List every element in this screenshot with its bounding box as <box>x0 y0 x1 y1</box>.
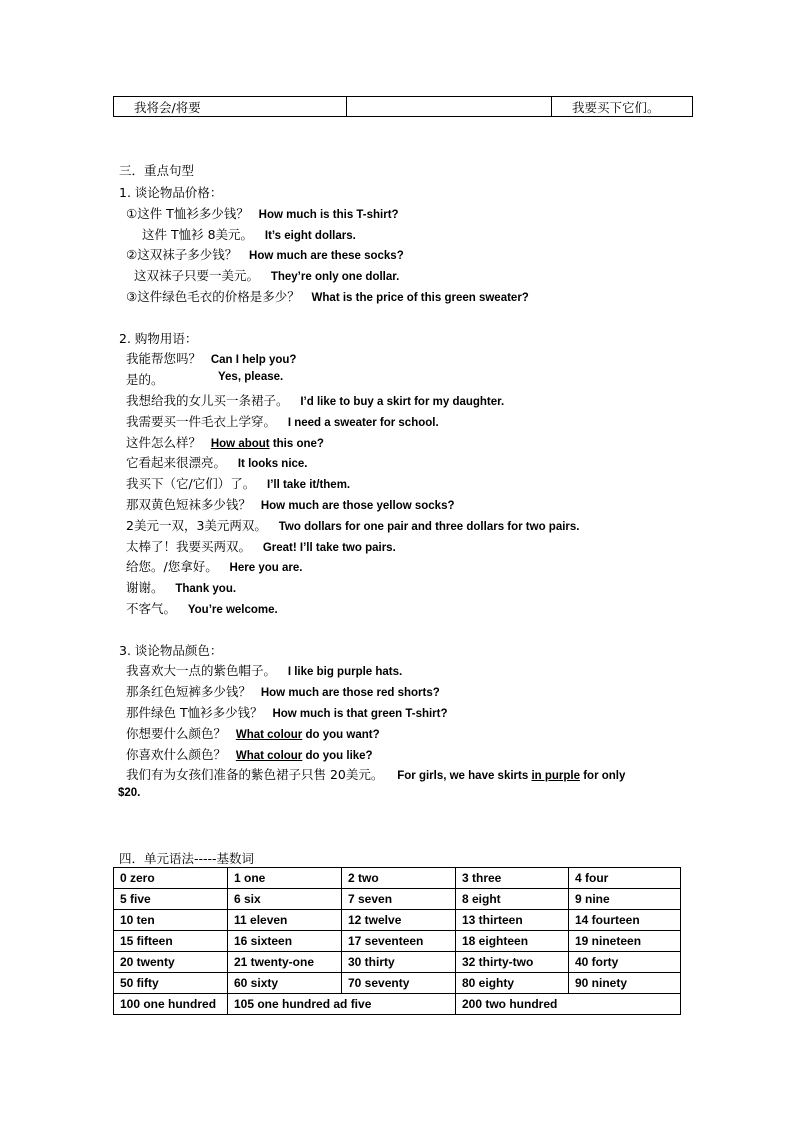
top-table <box>113 96 693 117</box>
table-cell: 14 fourteen <box>569 910 681 931</box>
sentence-line: 我喜欢大一点的紫色帽子。 I like big purple hats. <box>126 663 403 678</box>
table-cell: 11 eleven <box>228 910 342 931</box>
table-cell: 80 eighty <box>456 973 569 994</box>
table-cell: 18 eighteen <box>456 931 569 952</box>
table-cell: 40 forty <box>569 952 681 973</box>
table-cell: 105 one hundred ad five <box>228 994 456 1015</box>
sub-heading: 1. 谈论物品价格： <box>119 185 223 200</box>
table-row <box>114 910 681 931</box>
sentence-line: 那条红色短裤多少钱？ How much are those red shorts? <box>126 684 440 699</box>
table-cell: 30 thirty <box>342 952 456 973</box>
sentence-line: 这双袜子只要一美元。 They’re only one dollar. <box>134 268 400 283</box>
table-cell: 1 one <box>228 868 342 889</box>
section-title: 三．重点句型 <box>119 163 195 178</box>
table-cell: 20 twenty <box>114 952 228 973</box>
sentence-line: 那件绿色 T恤衫多少钱？ How much is that green T-shirt? <box>126 705 448 720</box>
sentence-line: 不客气。 You’re welcome. <box>126 601 278 616</box>
table-cell: 50 fifty <box>114 973 228 994</box>
sentence-line: 我能帮您吗？ Can I help you? <box>126 351 297 366</box>
table-cell: 32 thirty-two <box>456 952 569 973</box>
table-cell: 13 thirteen <box>456 910 569 931</box>
sub-heading: 2. 购物用语： <box>119 331 198 346</box>
section-title: 四．单元语法-----基数词 <box>119 851 255 866</box>
table-cell: 60 sixty <box>228 973 342 994</box>
table-cell: 90 ninety <box>569 973 681 994</box>
table-row <box>114 931 681 952</box>
sentence-line: 给您。/您拿好。 Here you are. <box>126 559 303 574</box>
sentence-line: 这件怎么样？ How about this one? <box>126 435 324 450</box>
table-row <box>114 973 681 994</box>
sentence-line: 它看起来很漂亮。 It looks nice. <box>126 455 308 470</box>
table-cell: 我将会/将要 <box>114 97 347 117</box>
table-cell: 0 zero <box>114 868 228 889</box>
sentence-continuation: $20. <box>118 787 141 799</box>
sentence-line: 那双黄色短袜多少钱？ How much are those yellow socks? <box>126 497 455 512</box>
sentence-line: 你想要什么颜色？ What colour do you want? <box>126 726 380 741</box>
table-cell: 8 eight <box>456 889 569 910</box>
number-table <box>113 867 681 1015</box>
sentence-line: ①这件 T恤衫多少钱？ How much is this T-shirt? <box>126 206 399 221</box>
table-cell: 17 seventeen <box>342 931 456 952</box>
sentence-line: ②这双袜子多少钱？ How much are these socks? <box>126 247 404 262</box>
sentence-line: 我们有为女孩们准备的紫色裙子只售 20美元。 For girls, we have skirts in purple for only <box>126 767 626 782</box>
table-row <box>114 952 681 973</box>
table-row <box>114 889 681 910</box>
table-cell: 我要买下它们。 <box>552 97 693 117</box>
table-cell <box>347 97 552 117</box>
sentence-line: 我需要买一件毛衣上学穿。 I need a sweater for school. <box>126 414 439 429</box>
sentence-line: ③这件绿色毛衣的价格是多少？ What is the price of this green sweater? <box>126 289 529 304</box>
sentence-line: 我买下（它/它们）了。 I’ll take it/them. <box>126 476 351 491</box>
sentence-line: 太棒了！我要买两双。 Great! I’ll take two pairs. <box>126 539 396 554</box>
table-cell: 9 nine <box>569 889 681 910</box>
table-cell: 4 four <box>569 868 681 889</box>
sentence-line: 2美元一双，3美元两双。 Two dollars for one pair and three dollars for two pairs. <box>126 518 580 533</box>
table-cell: 5 five <box>114 889 228 910</box>
sub-heading: 3. 谈论物品颜色： <box>119 643 223 658</box>
sentence-line: 谢谢。 Thank you. <box>126 580 237 595</box>
table-cell: 16 sixteen <box>228 931 342 952</box>
table-cell: 70 seventy <box>342 973 456 994</box>
sentence-line: 我想给我的女儿买一条裙子。 I’d like to buy a skirt for my daughter. <box>126 393 505 408</box>
table-cell: 100 one hundred <box>114 994 228 1015</box>
table-row <box>114 994 681 1015</box>
table-cell: 12 twelve <box>342 910 456 931</box>
table-cell: 10 ten <box>114 910 228 931</box>
table-cell: 200 two hundred <box>456 994 681 1015</box>
table-cell: 7 seven <box>342 889 456 910</box>
table-cell: 3 three <box>456 868 569 889</box>
table-row <box>114 868 681 889</box>
table-row <box>114 97 693 117</box>
sentence-line: 是的。 Yes, please. <box>126 371 284 387</box>
sentence-line: 你喜欢什么颜色？ What colour do you like? <box>126 747 373 762</box>
table-cell: 2 two <box>342 868 456 889</box>
table-cell: 6 six <box>228 889 342 910</box>
sentence-line: 这件 T恤衫 8美元。 It’s eight dollars. <box>142 227 356 242</box>
table-cell: 19 nineteen <box>569 931 681 952</box>
table-cell: 15 fifteen <box>114 931 228 952</box>
table-cell: 21 twenty-one <box>228 952 342 973</box>
